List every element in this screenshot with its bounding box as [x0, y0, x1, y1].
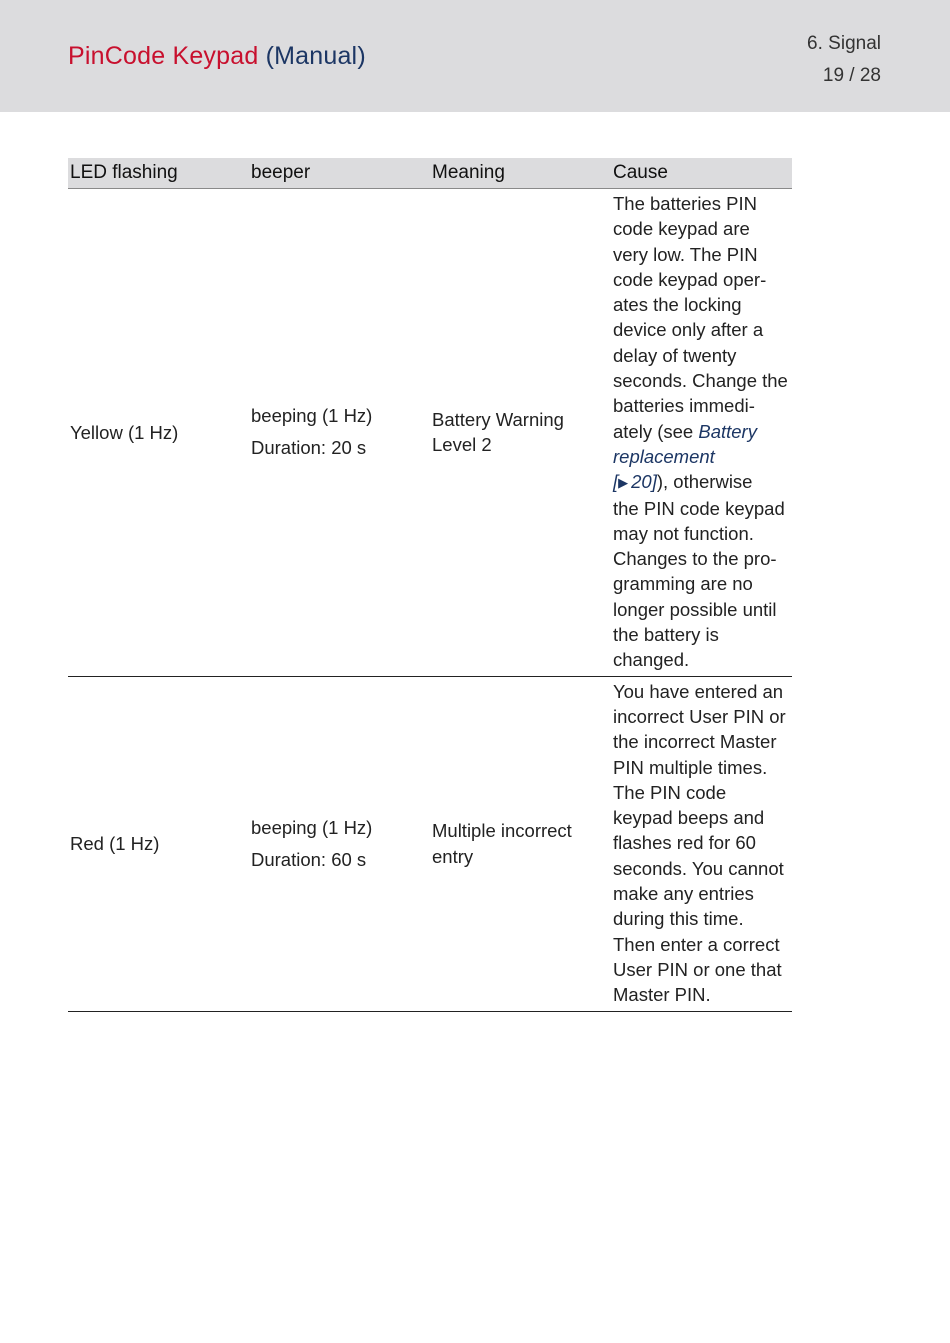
cause-line: make any entries — [613, 883, 754, 905]
meaning-line: Level 2 — [432, 434, 492, 456]
cause-line: changed. — [613, 649, 690, 671]
cause-text: ately (see — [613, 420, 699, 442]
led-cell — [68, 677, 249, 1011]
battery-replacement-link-cont[interactable]: replacement — [613, 445, 715, 467]
table-header — [68, 158, 792, 189]
cause-line: PIN multiple times. — [613, 756, 768, 778]
cause-line: very low. The PIN — [613, 243, 758, 265]
meaning-cell — [430, 677, 611, 1011]
page-header — [0, 0, 950, 112]
column-header-beeper: beeper — [251, 162, 311, 183]
chapter-name: 6. Signal — [807, 33, 881, 54]
table-row — [68, 189, 792, 677]
led-cell — [68, 189, 249, 676]
cause-line: the battery is — [613, 624, 719, 646]
column-header-meaning: Meaning — [432, 162, 505, 183]
led-value: Red (1 Hz) — [70, 832, 160, 854]
cause-line: flashes red for 60 — [613, 832, 756, 854]
beeper-duration: Duration: 20 s — [251, 437, 367, 459]
beeper-line: beeping (1 Hz) — [251, 816, 373, 838]
cause-line: code keypad are — [613, 218, 750, 240]
chapter-info — [807, 28, 881, 92]
ref-bracket: [ — [613, 471, 619, 493]
cause-cell — [611, 677, 792, 1011]
beeper-line: beeping (1 Hz) — [251, 405, 373, 427]
page-title — [68, 40, 366, 72]
cause-line-with-ref — [613, 469, 792, 495]
cause-line: during this time. — [613, 908, 744, 930]
signal-table — [68, 158, 792, 1012]
cause-line: User PIN or one that — [613, 958, 782, 980]
column-header-led: LED flashing — [70, 162, 178, 183]
cause-line: device only after a — [613, 319, 764, 341]
meaning-line: Multiple incorrect — [432, 820, 572, 842]
cause-line: The batteries PIN — [613, 193, 757, 214]
title-suffix: (Manual) — [265, 42, 366, 70]
cause-line: gramming are no — [613, 573, 753, 595]
cause-line: longer possible until — [613, 598, 777, 620]
cause-line: the PIN code keypad — [613, 497, 785, 519]
cause-line: seconds. Change the — [613, 370, 788, 392]
beeper-cell — [249, 677, 430, 1011]
ref-page: 20] — [631, 471, 657, 493]
column-header-cause: Cause — [613, 162, 668, 183]
cause-line: code keypad oper- — [613, 268, 767, 290]
cause-cell — [611, 189, 792, 676]
cause-line-with-link — [613, 419, 792, 444]
page-number: 19 / 28 — [822, 65, 881, 86]
cause-line: Changes to the pro- — [613, 548, 777, 570]
triangle-right-icon: ▶ — [618, 475, 629, 491]
meaning-cell — [430, 189, 611, 676]
cause-line: may not function. — [613, 522, 754, 544]
cause-line: You have entered an — [613, 680, 784, 702]
cause-line: ates the locking — [613, 294, 742, 316]
beeper-duration: Duration: 60 s — [251, 848, 367, 870]
battery-replacement-link[interactable]: Battery — [698, 420, 757, 442]
beeper-cell — [249, 189, 430, 676]
cause-line: Then enter a correct — [613, 933, 780, 955]
cause-line: delay of twenty — [613, 344, 737, 366]
cause-line: batteries immedi- — [613, 395, 755, 417]
cause-line: keypad beeps and — [613, 807, 765, 829]
meaning-line: entry — [432, 845, 474, 867]
cause-text: ), otherwise — [656, 471, 753, 493]
table-row — [68, 677, 792, 1012]
cause-line: incorrect User PIN or — [613, 705, 786, 727]
title-product: PinCode Keypad — [68, 42, 259, 70]
cause-line: seconds. You cannot — [613, 857, 784, 879]
led-value: Yellow (1 Hz) — [70, 421, 179, 443]
page-ref-link[interactable] — [613, 471, 657, 492]
cause-line: Master PIN. — [613, 984, 711, 1006]
meaning-line: Battery Warning — [432, 409, 564, 431]
cause-line: the incorrect Master — [613, 731, 777, 753]
cause-line: The PIN code — [613, 781, 727, 803]
